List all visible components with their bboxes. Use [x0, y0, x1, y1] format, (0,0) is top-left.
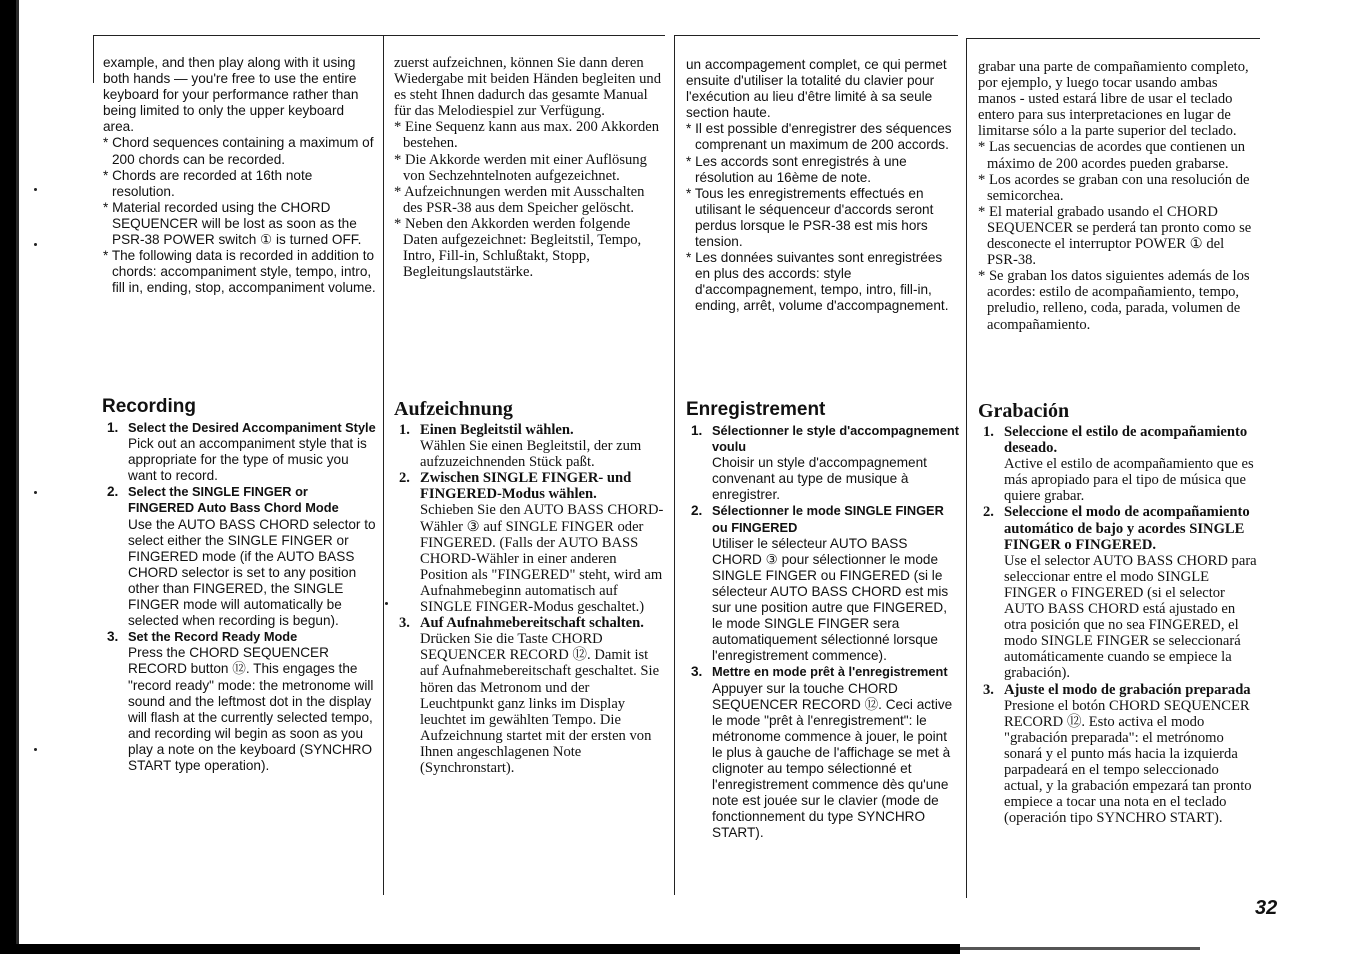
step-body: Press the CHORD SEQUENCER RECORD button ⑫. This engages the "record ready" mode: the metronome will sound and the leftmost dot in the display will flash at the currently selected tempo, and recording wil begin as soon as you play a note on the keyboard (SYNCHRO START type operation).: [128, 645, 374, 773]
german-step: [394, 470, 666, 615]
english-note: * The following data is recorded in addition to chords: accompaniment style, tempo, intro, fill in, ending, stop, accompaniment volume.: [103, 248, 376, 296]
step-body: Active el estilo de acompañamiento que es más apropiado para el tipo de música que quiere grabar.: [1004, 456, 1254, 505]
column-divider: [966, 38, 967, 898]
english-intro-column: [103, 55, 378, 296]
spanish-note: * El material grabado usando el CHORD SEQUENCER se perderá tan pronto como se desconecte el interruptor POWER ① del PSR-38.: [978, 203, 1252, 269]
step-body: Utiliser le sélecteur AUTO BASS CHORD ③ pour sélectionner le mode SINGLE FINGER ou FINGERED (si le sélecteur AUTO BASS CHORD est mis sur une position autre que FINGERED, le mode SINGLE FINGER sera automatiquement sélectionné lorsque l'enregistrement commence).: [712, 535, 949, 664]
step-title: Seleccione el estilo de acompañamiento deseado.: [1004, 424, 1248, 457]
french-note: * Les données suivantes sont enregistrées en plus des accords: style d'accompagnement, tempo, intro, fill-in, ending, arrêt, volume d'accompagnement.: [686, 250, 949, 314]
french-step: [686, 503, 960, 664]
french-section-heading: Enregistrement: [686, 399, 826, 420]
step-title: Auf Aufnahmebereitschaft schalten.: [420, 615, 644, 632]
step-title: Zwischen SINGLE FINGER- und FINGERED-Modus wählen.: [420, 470, 632, 503]
german-step: [394, 615, 666, 776]
step-body: Schieben Sie den AUTO BASS CHORD-Wähler ③ auf SINGLE FINGER oder FINGERED. (Falls der AUTO BASS CHORD-Wähler in einer anderen Position als "FINGERED" steht, wird am Aufnahmebeginn automatisch auf SINGLE FINGER-Modus geschaltet.): [420, 502, 664, 616]
step-title: Set the Record Ready Mode: [128, 629, 298, 645]
step-number: 1.: [691, 423, 703, 438]
page-number: 32: [1255, 897, 1278, 919]
step-number: 2.: [691, 503, 703, 519]
spanish-note: * Se graban los datos siguientes además de los acordes: estilo de acompañamiento, tempo, preludio, relleno, coda, parada, volumen de acompañamiento.: [978, 268, 1250, 333]
scan-speck: [34, 748, 37, 751]
spanish-note: * Los acordes se graban con una resolución de semicorchea.: [978, 171, 1250, 204]
french-note: * Tous les enregistrements effectués en utilisant le séquenceur d'accords seront perdus lorsque le PSR-38 est mis hors tension.: [686, 185, 934, 250]
spanish-intro-column: [978, 59, 1258, 333]
english-note: * Material recorded using the CHORD SEQUENCER will be lost as soon as the PSR-38 POWER switch ① is turned OFF.: [103, 199, 362, 248]
scan-speck: [34, 243, 37, 246]
spanish-step: [978, 682, 1258, 827]
step-title: Seleccione el modo de acompañamiento automático de bajo y acordes SINGLE FINGER o FINGERED.: [1004, 504, 1250, 553]
column-divider: [674, 35, 675, 895]
english-recording-section: [102, 396, 377, 774]
scan-speck: [385, 602, 388, 605]
french-intro-text: un accompagement complet, ce qui permet ensuite d'utiliser la totalité du clavier pour l'exécution au lieu d'être limité à sa seule section haute.: [686, 57, 947, 121]
step-number: 1.: [983, 424, 994, 440]
column-top-rule: [383, 35, 665, 36]
german-intro-column: [394, 55, 664, 280]
step-body: Presione el botón CHORD SEQUENCER RECORD ⑫. Esto activa el modo "grabación preparada": el metrónomo sonará y el punto más hacia la izquierda parpadeará en el tempo seleccionado actual, y la grabación empezará tan pronto empiece a tocar una nota en el teclado (operación tipo SYNCHRO START).: [1004, 697, 1252, 827]
french-note: * Les accords sont enregistrés à une résolution au 16ème de note.: [686, 153, 907, 185]
spanish-intro-text: grabar una parte de compañamiento completo, por ejemplo, y luego tocar usando ambas manos - usted estará libre de usar el teclado entero para sus interpretaciones en lugar de limitarse sólo a la parte superior del teclado.: [978, 59, 1249, 140]
german-note: * Neben den Akkorden werden folgende Daten aufgezeichnet: Begleitstil, Tempo, Intro, Fill-in, Schlußtakt, Stopp, Begleitungslautstärke.: [394, 215, 642, 281]
step-title: Select the Desired Accompaniment Style: [128, 420, 376, 435]
english-step: [102, 420, 377, 484]
german-note: * Die Akkorde werden mit einer Auflösung von Sechzehntelnoten aufgezeichnet.: [394, 151, 647, 184]
german-recording-section: [394, 398, 666, 776]
scan-bottom-fade: [960, 947, 1200, 950]
scan-bottom-edge: [0, 944, 960, 954]
step-title: Mettre en mode prêt à l'enregistrement: [712, 664, 948, 680]
step-body: Appuyer sur la touche CHORD SEQUENCER RECORD ⑫. Ceci active le mode "prêt à l'enregistrement": le métronome commence à jouer, le point le plus à gauche de l'affichage se met à clignoter au tempo sélectionné et l'enregistrement commence dès qu'une note est jouée sur le clavier (mode de fonctionnement du type SYNCHRO START).: [712, 680, 953, 841]
step-number: 1.: [107, 420, 119, 435]
step-title: Einen Begleitstil wählen.: [420, 422, 574, 438]
scan-speck: [34, 491, 37, 494]
french-note: * Il est possible d'enregistrer des séquences comprenant un maximum de 200 accords.: [686, 121, 952, 153]
english-step: [102, 484, 377, 629]
german-intro-text: zuerst aufzeichnen, können Sie dann deren Wiedergabe mit beiden Händen begleiten und es steht Ihnen dadurch das gesamte Manual für das Melodiespiel zur Verfügung.: [394, 55, 662, 120]
step-title: Ajuste el modo de grabación preparada: [1004, 681, 1251, 698]
french-step: [686, 423, 960, 503]
step-body: Wählen Sie einen Begleitstil, der zum aufzuzeichnenden Stück paßt.: [420, 438, 642, 471]
step-body: Drücken Sie die Taste CHORD SEQUENCER RECORD ⑫. Damit ist auf Aufnahmebereitschaft geschaltet. Sie hören das Metronom und der Leuchtpunkt ganz links im Display leuchtet im gewählten Tempo. Die Aufzeichnung startet mit der ersten von Ihnen angeschlagenen Note (Synchronstart).: [420, 631, 660, 776]
spanish-step: [978, 424, 1258, 504]
step-number: 2.: [983, 504, 994, 521]
column-top-rule: [93, 35, 383, 36]
scan-speck: [34, 188, 37, 191]
german-note: * Aufzeichnungen werden mit Ausschalten des PSR-38 aus dem Speicher gelöscht.: [394, 183, 645, 216]
english-intro-text: example, and then play along with it using both hands — you're free to use the entire keyboard for your performance rather than being limited to only the upper keyboard area.: [103, 55, 359, 135]
step-body: Pick out an accompaniment style that is appropriate for the type of music you want to record.: [128, 436, 367, 484]
step-number: 3.: [399, 615, 410, 632]
step-title: Sélectionner le mode SINGLE FINGER ou FINGERED: [712, 503, 944, 535]
column-top-rule: [966, 38, 1260, 39]
spanish-recording-section: [978, 400, 1258, 826]
spanish-note: * Las secuencias de acordes que contienen un máximo de 200 acordes pueden grabarse.: [978, 139, 1246, 172]
spanish-step: [978, 504, 1258, 681]
step-body: Use the AUTO BASS CHORD selector to select either the SINGLE FINGER or FINGERED mode (if the AUTO BASS CHORD selector is set to any position other than FINGERED, the SINGLE FINGER mode will automatically be selected when recording is begun).: [128, 516, 376, 629]
step-title: Sélectionner le style d'accompagnement voulu: [712, 423, 959, 455]
french-recording-section: [686, 399, 960, 841]
step-body: Choisir un style d'accompagnement convenant au type de musique à enregistrer.: [712, 455, 927, 503]
french-step: [686, 664, 960, 841]
column-left-rule: [93, 35, 94, 83]
german-note: * Eine Sequenz kann aus max. 200 Akkorden bestehen.: [394, 119, 660, 152]
english-step: [102, 629, 377, 774]
step-title: Select the SINGLE FINGER or FINGERED Auto Bass Chord Mode: [128, 484, 339, 516]
german-step: [394, 422, 666, 470]
column-divider: [383, 35, 384, 895]
step-number: 2.: [399, 470, 410, 487]
step-number: 3.: [983, 681, 994, 698]
spanish-section-heading: Grabación: [978, 400, 1070, 422]
column-top-rule: [674, 35, 958, 36]
step-number: 3.: [107, 629, 119, 645]
step-number: 2.: [107, 484, 119, 500]
step-body: Use el selector AUTO BASS CHORD para seleccionar entre el modo SINGLE FINGER o FINGERED (si el selector AUTO BASS CHORD está ajustado en otra posición que no sea FINGERED, el modo SINGLE FINGER se seleccionará automáticamente cuando se empiece la grabación).: [1004, 552, 1257, 682]
french-intro-column: [686, 57, 960, 315]
german-section-heading: Aufzeichnung: [394, 398, 513, 420]
scan-binding-edge: [0, 0, 22, 954]
step-number: 1.: [399, 422, 410, 438]
step-number: 3.: [691, 664, 703, 680]
english-note: * Chord sequences containing a maximum of 200 chords can be recorded.: [103, 135, 374, 167]
english-section-heading: Recording: [102, 396, 196, 417]
english-note: * Chords are recorded at 16th note resolution.: [103, 167, 313, 199]
